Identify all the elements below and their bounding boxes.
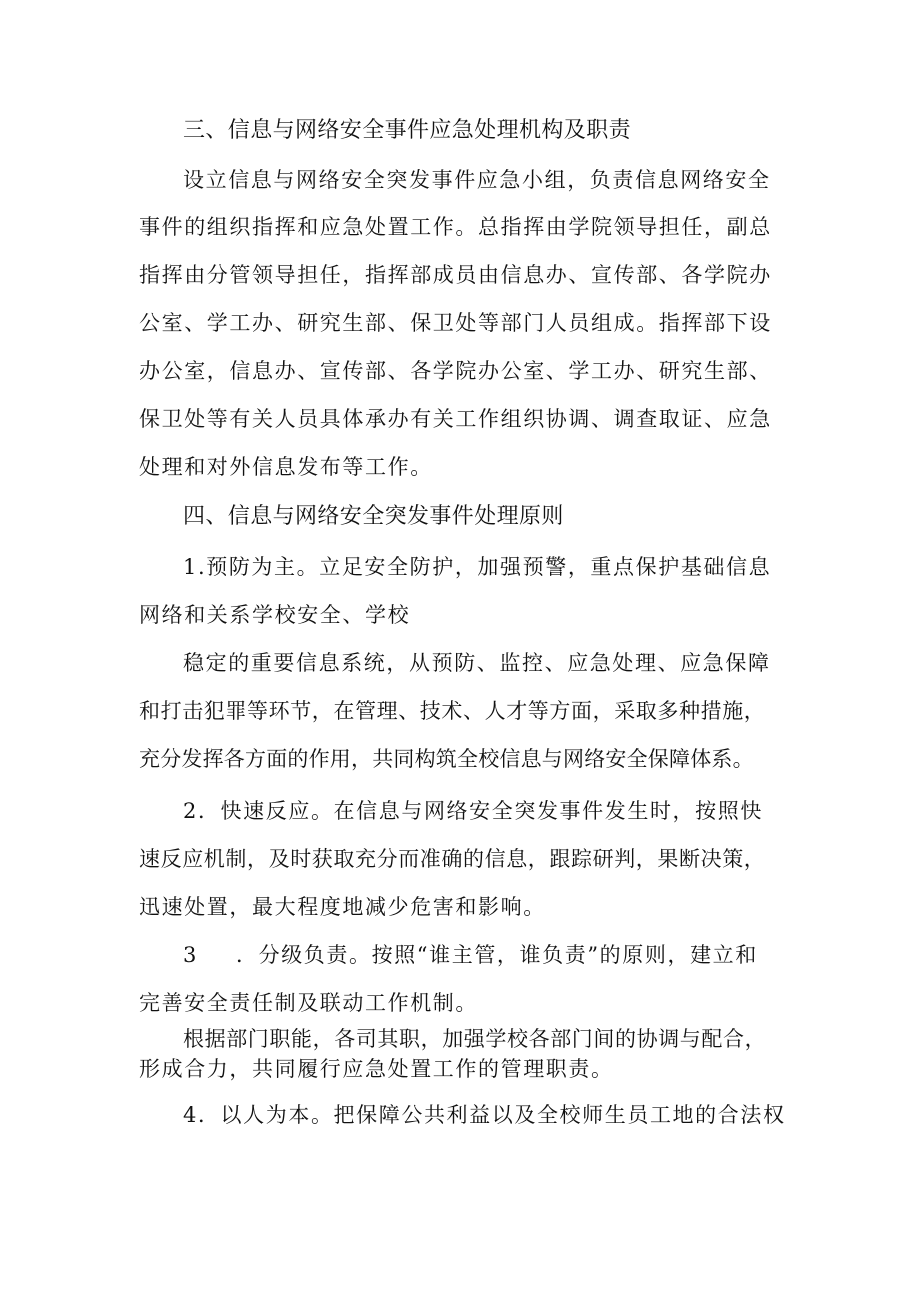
- section-3-heading: 三、信息与网络安全事件应急处理机构及职责: [183, 118, 632, 143]
- section-3-line: 保卫处等有关人员具体承办有关工作组织协调、调查取证、应急: [139, 407, 772, 431]
- section-3-line: 公室、学工办、研究生部、保卫处等部门人员组成。指挥部下设: [139, 311, 772, 335]
- item-1-line: 稳定的重要信息系统，从预防、监控、应急处理、应急保障: [183, 651, 771, 675]
- section-4-heading: 四、信息与网络安全突发事件处理原则: [183, 504, 564, 529]
- item-3-number: 3: [183, 943, 198, 967]
- section-3-line: 处理和对外信息发布等工作。: [139, 455, 433, 479]
- item-1-line: 充分发挥各方面的作用，共同构筑全校信息与网络安全保障体系。: [139, 747, 754, 771]
- item-3-line: 完善安全责任制及联动工作机制。: [139, 991, 478, 1015]
- section-3-line: 设立信息与网络安全突发事件应急小组，负责信息网络安全: [183, 168, 771, 192]
- item-3-line: ．分级负责。按照“谁主管，谁负责”的原则，建立和: [236, 943, 758, 967]
- section-3-line: 办公室，信息办、宣传部、各学院办公室、学工办、研究生部、: [139, 359, 772, 383]
- item-4-line: 4．以人为本。把保障公共利益以及全校师生员工地的合法权: [183, 1103, 786, 1127]
- item-3-line: 形成合力，共同履行应急处置工作的管理职责。: [139, 1057, 614, 1081]
- item-1-line: 和打击犯罪等环节，在管理、技术、人才等方面，采取多种措施，: [139, 699, 766, 723]
- section-3-line: 指挥由分管领导担任，指挥部成员由信息办、宣传部、各学院办: [139, 263, 772, 287]
- item-1-line: 1.预防为主。立足安全防护，加强预警，重点保护基础信息: [183, 555, 772, 579]
- item-3-line: 根据部门职能，各司其职，加强学校各部门间的协调与配合，: [183, 1027, 767, 1051]
- item-2-line: 迅速处置，最大程度地减少危害和影响。: [139, 895, 546, 919]
- item-2-line: 2．快速反应。在信息与网络安全突发事件发生时，按照快: [183, 799, 763, 823]
- section-3-line: 事件的组织指挥和应急处置工作。总指挥由学院领导担任，副总: [139, 215, 772, 239]
- item-1-line: 网络和关系学校安全、学校: [139, 603, 411, 627]
- item-2-line: 速反应机制，及时获取充分而准确的信息，跟踪研判，果断决策，: [139, 847, 766, 871]
